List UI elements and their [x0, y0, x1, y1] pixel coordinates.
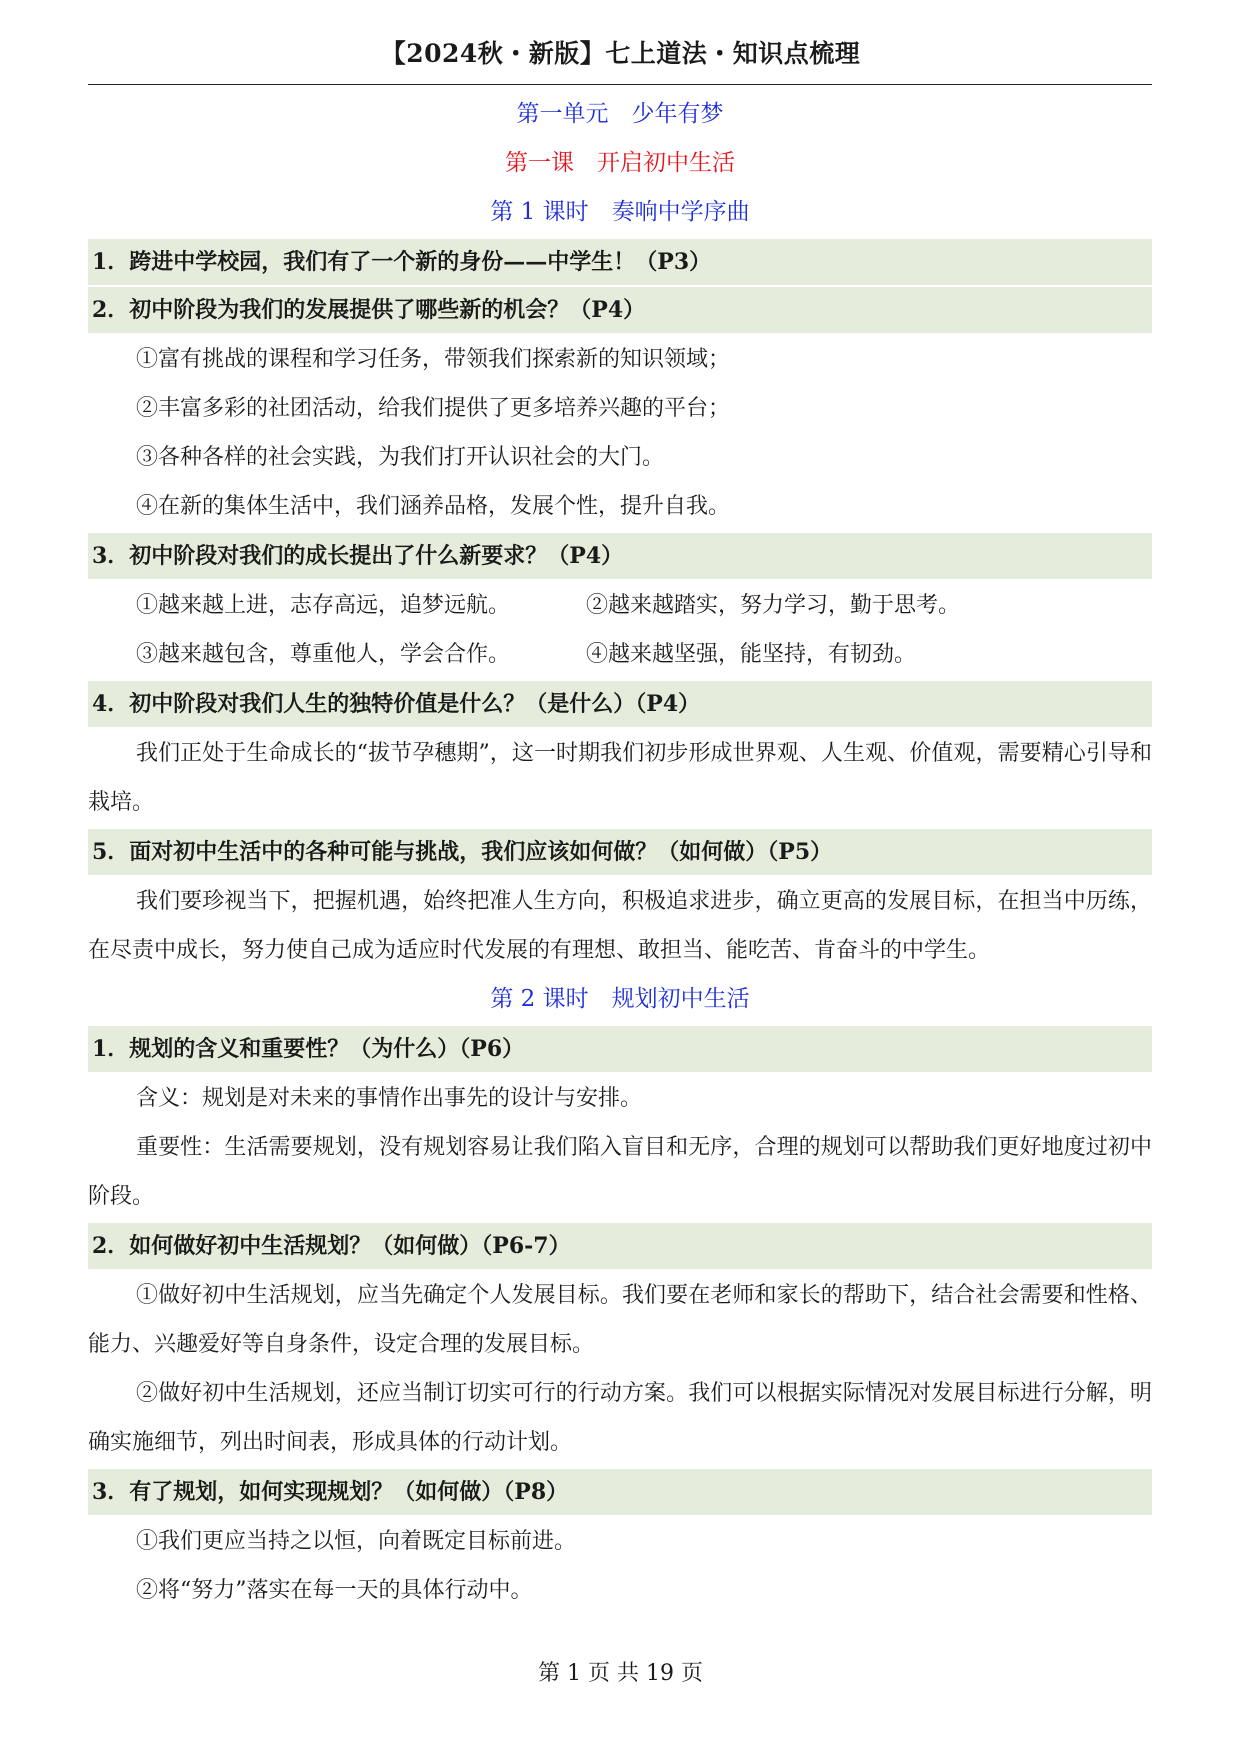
section-title-2: 第 2 课时 规划初中生活 — [490, 986, 750, 1012]
question-1-4: 4．初中阶段对我们人生的独特价值是什么？（是什么）（P4） — [88, 681, 1152, 727]
answer-row — [88, 630, 1152, 679]
answer-paragraph: 我们要珍视当下，把握机遇，始终把准人生方向，积极追求进步，确立更高的发展目标，在担当中历练，在尽责中成长，努力使自己成为适应时代发展的有理想、敢担当、能吃苦、肯奋斗的中学生。 — [88, 889, 1152, 963]
question-2-3: 3．有了规划，如何实现规划？（如何做）（P8） — [88, 1469, 1152, 1515]
answer-item: ②将“努力”落实在每一天的具体行动中。 — [136, 1578, 533, 1603]
question-1-3: 3．初中阶段对我们的成长提出了什么新要求？（P4） — [88, 533, 1152, 579]
answer-item: ④在新的集体生活中，我们涵养品格，发展个性，提升自我。 — [136, 494, 731, 519]
section-title-1: 第 1 课时 奏响中学序曲 — [490, 199, 750, 225]
question-2-1: 1．规划的含义和重要性？（为什么）（P6） — [88, 1026, 1152, 1072]
answer-item: ④越来越坚强，能坚持，有韧劲。 — [586, 642, 917, 667]
page-footer: 第 1 页 共 19 页 — [538, 1661, 703, 1686]
answer-item: ①越来越上进，志存高远，追梦远航。 — [136, 593, 511, 618]
answer-item: ②丰富多彩的社团活动，给我们提供了更多培养兴趣的平台； — [136, 396, 731, 421]
answer-item: ①富有挑战的课程和学习任务，带领我们探索新的知识领域； — [136, 347, 731, 372]
answer-item: ①我们更应当持之以恒，向着既定目标前进。 — [136, 1529, 577, 1554]
header-divider — [88, 84, 1152, 85]
page-content — [88, 90, 1152, 1615]
question-1-5: 5．面对初中生活中的各种可能与挑战，我们应该如何做？（如何做）（P5） — [88, 829, 1152, 875]
answer-paragraph: 重要性：生活需要规划，没有规划容易让我们陷入盲目和无序，合理的规划可以帮助我们更好地度过初中阶段。 — [88, 1135, 1152, 1209]
answer-item: ③各种各样的社会实践，为我们打开认识社会的大门。 — [136, 445, 665, 470]
answer-item: ③越来越包含，尊重他人，学会合作。 — [136, 642, 511, 667]
answer-item: ②越来越踏实，努力学习，勤于思考。 — [586, 593, 961, 618]
answer-paragraph: 我们正处于生命成长的“拔节孕穗期”，这一时期我们初步形成世界观、人生观、价值观，需要精心引导和栽培。 — [88, 741, 1152, 815]
question-2-2: 2．如何做好初中生活规划？（如何做）（P6-7） — [88, 1223, 1152, 1269]
answer-paragraph: ①做好初中生活规划，应当先确定个人发展目标。我们要在老师和家长的帮助下，结合社会需要和性格、能力、兴趣爱好等自身条件，设定合理的发展目标。 — [88, 1283, 1152, 1357]
answer-paragraph: 含义：规划是对未来的事情作出事先的设计与安排。 — [136, 1086, 643, 1111]
question-1-2: 2．初中阶段为我们的发展提供了哪些新的机会？（P4） — [88, 287, 1152, 333]
answer-paragraph: ②做好初中生活规划，还应当制订切实可行的行动方案。我们可以根据实际情况对发展目标进行分解，明确实施细节，列出时间表，形成具体的行动计划。 — [88, 1381, 1152, 1455]
question-1-1: 1．跨进中学校园，我们有了一个新的身份——中学生！（P3） — [88, 239, 1152, 285]
answer-row — [88, 581, 1152, 630]
unit-title: 第一单元 少年有梦 — [516, 101, 724, 127]
lesson-title: 第一课 开启初中生活 — [505, 150, 735, 176]
page-header: 【2024秋・新版】七上道法・知识点梳理 — [380, 39, 861, 68]
